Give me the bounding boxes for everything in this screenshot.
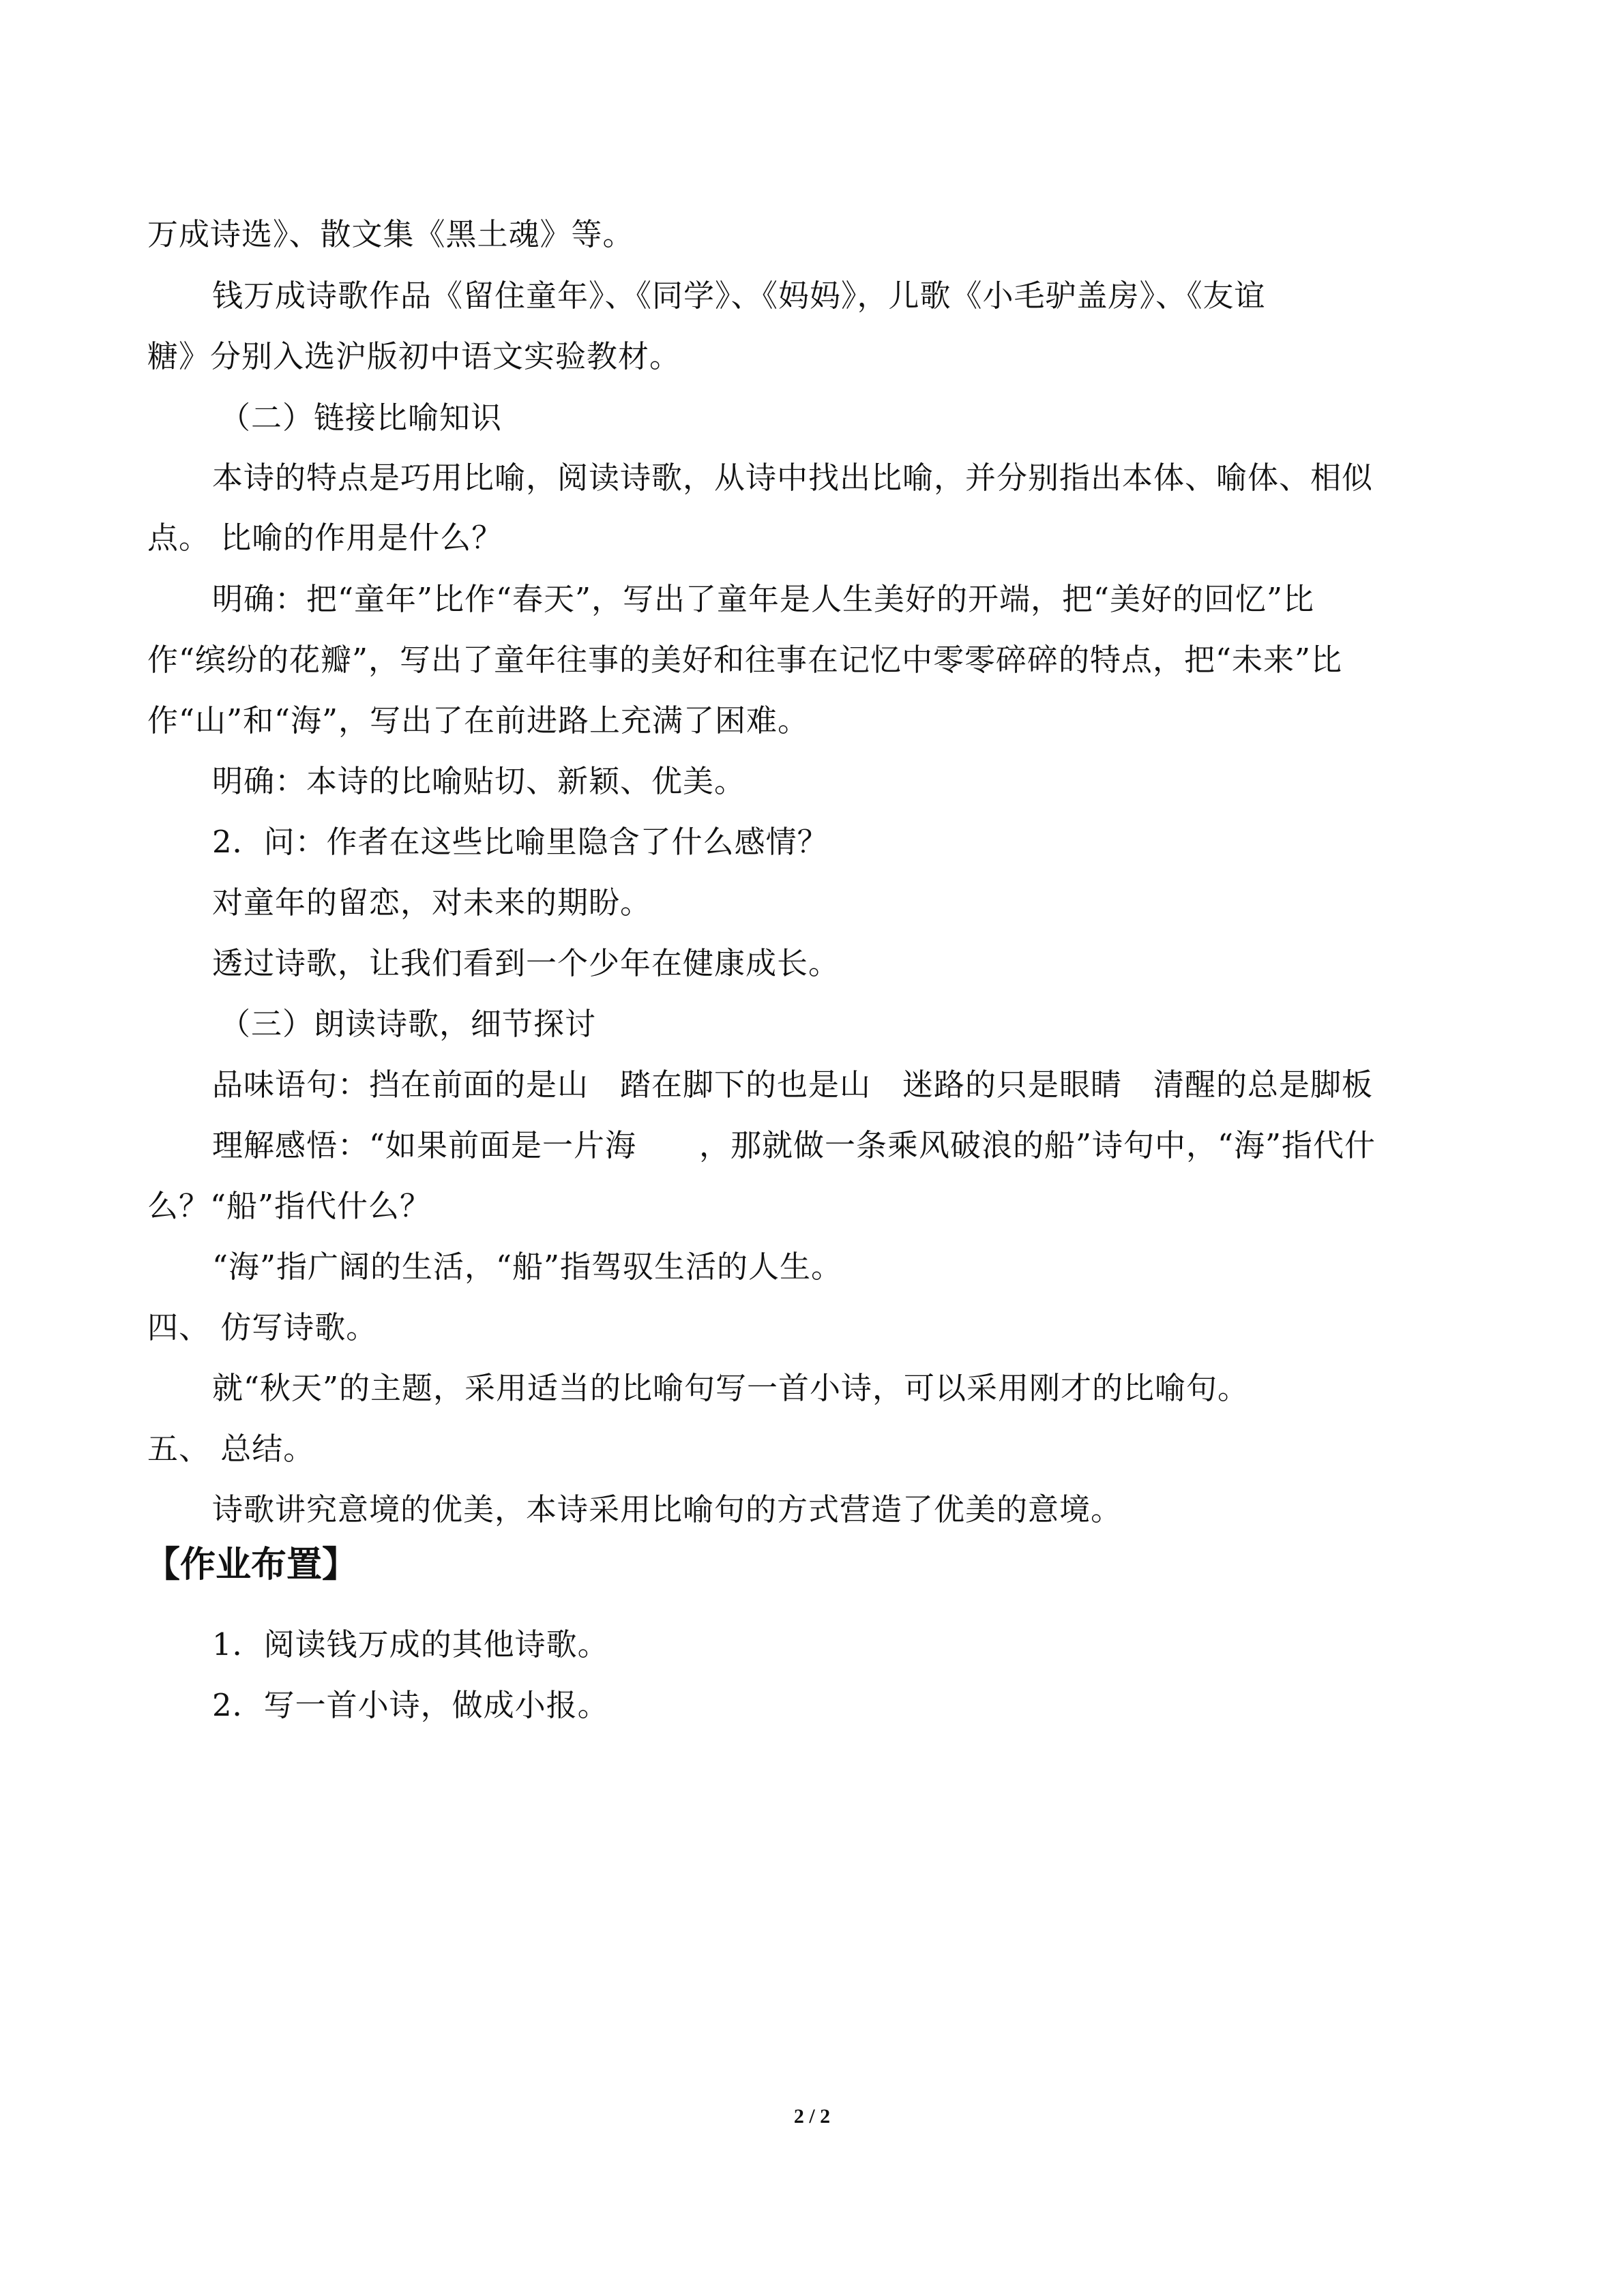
homework-item: 2．写一首小诗，做成小报。 xyxy=(212,1687,609,1723)
body-line: 对童年的留恋，对未来的期盼。 xyxy=(212,884,652,921)
question-line: 2．问：作者在这些比喻里隐含了什么感情？ xyxy=(212,824,829,860)
page-number: 2 / 2 xyxy=(793,2105,831,2128)
body-line: 作“缤纷的花瓣”，写出了童年往事的美好和往事在记忆中零零碎碎的特点，把“未来”比 xyxy=(147,642,1343,678)
body-line: 糖》分别入选沪版初中语文实验教材。 xyxy=(147,338,681,374)
homework-item: 1．阅读钱万成的其他诗歌。 xyxy=(212,1626,609,1663)
body-line: 诗歌讲究意境的优美，本诗采用比喻句的方式营造了优美的意境。 xyxy=(212,1491,1123,1527)
body-line: 本诗的特点是巧用比喻，阅读诗歌，从诗中找出比喻，并分别指出本体、喻体、相似 xyxy=(212,460,1374,496)
body-line: 点。 比喻的作用是什么？ xyxy=(147,520,503,556)
body-line: 钱万成诗歌作品《留住童年》、《同学》、《妈妈》，儿歌《小毛驴盖房》、《友谊 xyxy=(212,278,1266,314)
body-line: 明确：把“童年”比作“春天”，写出了童年是人生美好的开端，把“美好的回忆”比 xyxy=(212,581,1315,617)
homework-heading: 【作业布置】 xyxy=(145,1545,358,1585)
section-subheading: （二）链接比喻知识 xyxy=(220,400,503,436)
section-heading: 四、 仿写诗歌。 xyxy=(147,1309,378,1345)
body-line: 透过诗歌，让我们看到一个少年在健康成长。 xyxy=(212,945,840,981)
section-heading: 五、 总结。 xyxy=(147,1431,315,1467)
body-line: 品味语句：挡在前面的是山 踏在脚下的也是山 迷路的只是眼睛 清醒的总是脚板 xyxy=(212,1067,1374,1103)
body-line: “海”指广阔的生活，“船”指驾驭生活的人生。 xyxy=(212,1249,843,1285)
section-subheading: （三）朗读诗歌，细节探讨 xyxy=(220,1006,597,1042)
body-line: 明确：本诗的比喻贴切、新颖、优美。 xyxy=(212,763,746,799)
body-line: 理解感悟：“如果前面是一片海 ，那就做一条乘风破浪的船”诗句中，“海”指代什 xyxy=(212,1127,1376,1163)
body-line: 就“秋天”的主题，采用适当的比喻句写一首小诗，可以采用刚才的比喻句。 xyxy=(212,1370,1250,1406)
body-line: 万成诗选》、散文集《黑土魂》等。 xyxy=(147,216,634,252)
body-line: 么？“船”指代什么？ xyxy=(147,1188,432,1224)
body-line: 作“山”和“海”，写出了在前进路上充满了困难。 xyxy=(147,702,810,739)
